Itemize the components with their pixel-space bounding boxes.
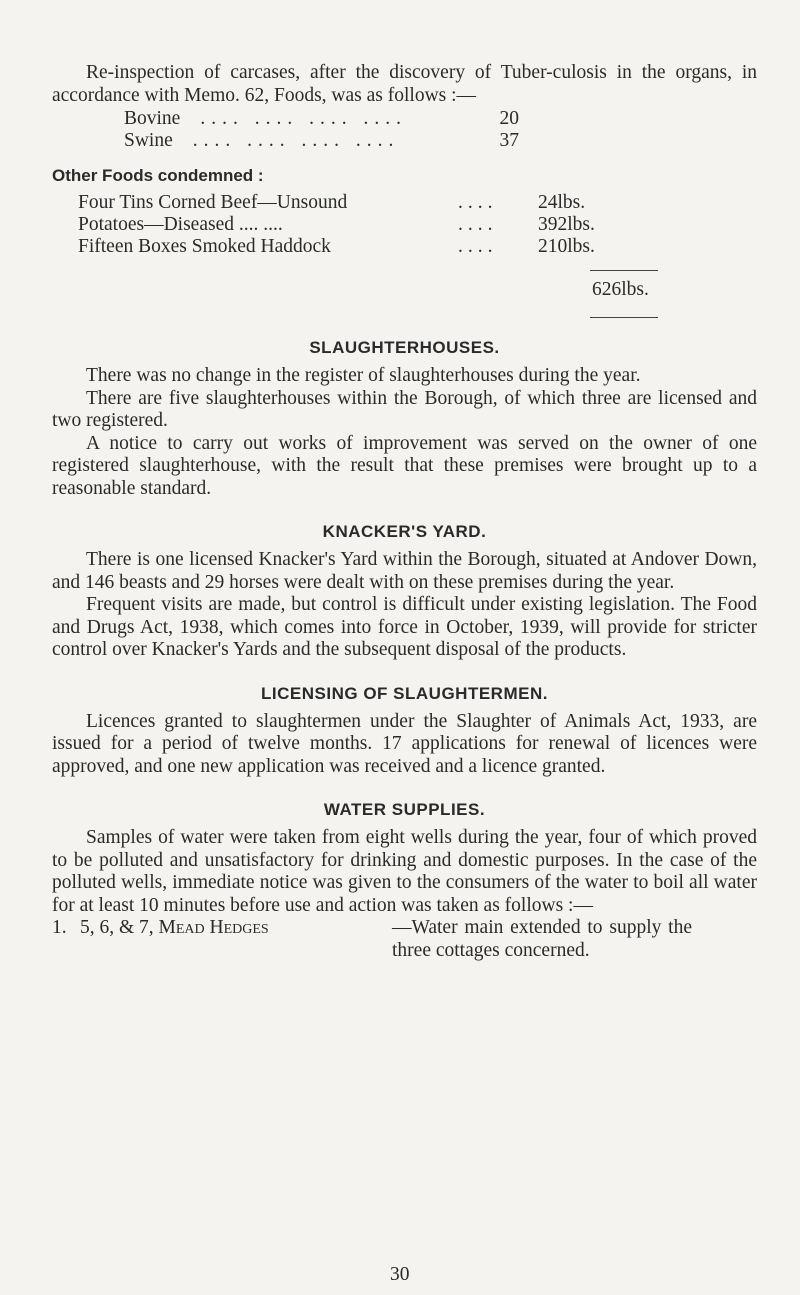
food-row [52,236,757,258]
food-row [52,214,757,236]
leader-dots: .... .... .... .... [192,130,400,151]
meat-row-bovine [52,108,519,130]
food-total: 626lbs. [592,279,649,300]
paragraph: Licences granted to slaughtermen under the Slaughter of Animals Act, 1933, are issued for a period of twelve months. 17 applications for renewal of licences were approved, and one new application was received and a licence granted. [52,710,757,777]
water-heading: WATER SUPPLIES. [323,800,486,819]
meat-value: 37 [499,130,519,151]
leader-dots: .... [458,214,498,235]
meat-value: 20 [499,108,519,129]
slaughterhouses-heading: SLAUGHTERHOUSES. [309,338,500,357]
paragraph: Frequent visits are made, but control is difficult under existing legislation. The Food and Drugs Act, 1938, which comes into force in October, 1939, will provide for stricter control over Knacker's Yards and the subsequent disposal of the products. [52,594,757,660]
paragraph: Samples of water were taken from eight wells during the year, four of which proved to be polluted and unsatisfactory for drinking and domestic purposes. In the case of the polluted wells, immediate notice was given to the consumers of the water to boil all water for at least 10 minutes before use and action was taken as follows :— [52,827,757,916]
leader-dots: .... .... .... .... [200,108,407,129]
food-value: 392lbs. [538,214,595,235]
meat-label: Bovine [124,108,181,129]
section-slaughterhouses [52,338,757,500]
licensing-heading: LICENSING OF SLAUGHTERMEN. [261,683,548,703]
section-licensing [52,684,757,779]
intro-paragraph: Re-inspection of carcases, after the discovery of Tuber-culosis in the organs, in accordance with Memo. 62, Foods, was as follows :— [52,62,757,106]
item-action: —Water main extended to supply the three cottages concerned. [392,917,692,961]
meat-label: Swine [124,130,173,151]
item-number: 1. [52,917,67,938]
water-action-item [52,917,757,962]
food-row [52,192,757,214]
section-knackers-yard [52,522,757,662]
document-page [52,62,757,962]
leader-dots: .... [458,192,498,213]
paragraph: A notice to carry out works of improvement was served on the owner of one registered slaughterhouse, with the result that these premises were brought up to a reasonable standard. [52,432,757,499]
knackers-yard-heading: KNACKER'S YARD. [322,522,487,541]
food-value: 24lbs. [538,192,586,213]
paragraph: There is one licensed Knacker's Yard within the Borough, situated at Andover Down, and 146 beasts and 29 horses were dealt with on these premises during the year. [52,549,757,593]
meat-list [52,108,757,152]
total-rule-top [590,270,658,271]
section-water-supplies [52,800,757,962]
other-foods-heading: Other Foods condemned : [52,166,264,185]
food-label: Four Tins Corned Beef—Unsound [78,192,348,213]
meat-row-swine [52,130,519,152]
food-label: Fifteen Boxes Smoked Haddock [78,236,331,257]
other-foods-list [52,192,757,258]
page-number: 30 [390,1264,410,1285]
paragraph: There was no change in the register of slaughterhouses during the year. [86,365,641,386]
food-label: Potatoes—Diseased .... .... [78,214,283,235]
paragraph: There are five slaughterhouses within the Borough, of which three are licensed and two registered. [52,387,757,431]
item-address: 5, 6, & 7, Mead Hedges [80,917,269,938]
leader-dots: .... [458,236,498,257]
food-value: 210lbs. [538,236,595,257]
